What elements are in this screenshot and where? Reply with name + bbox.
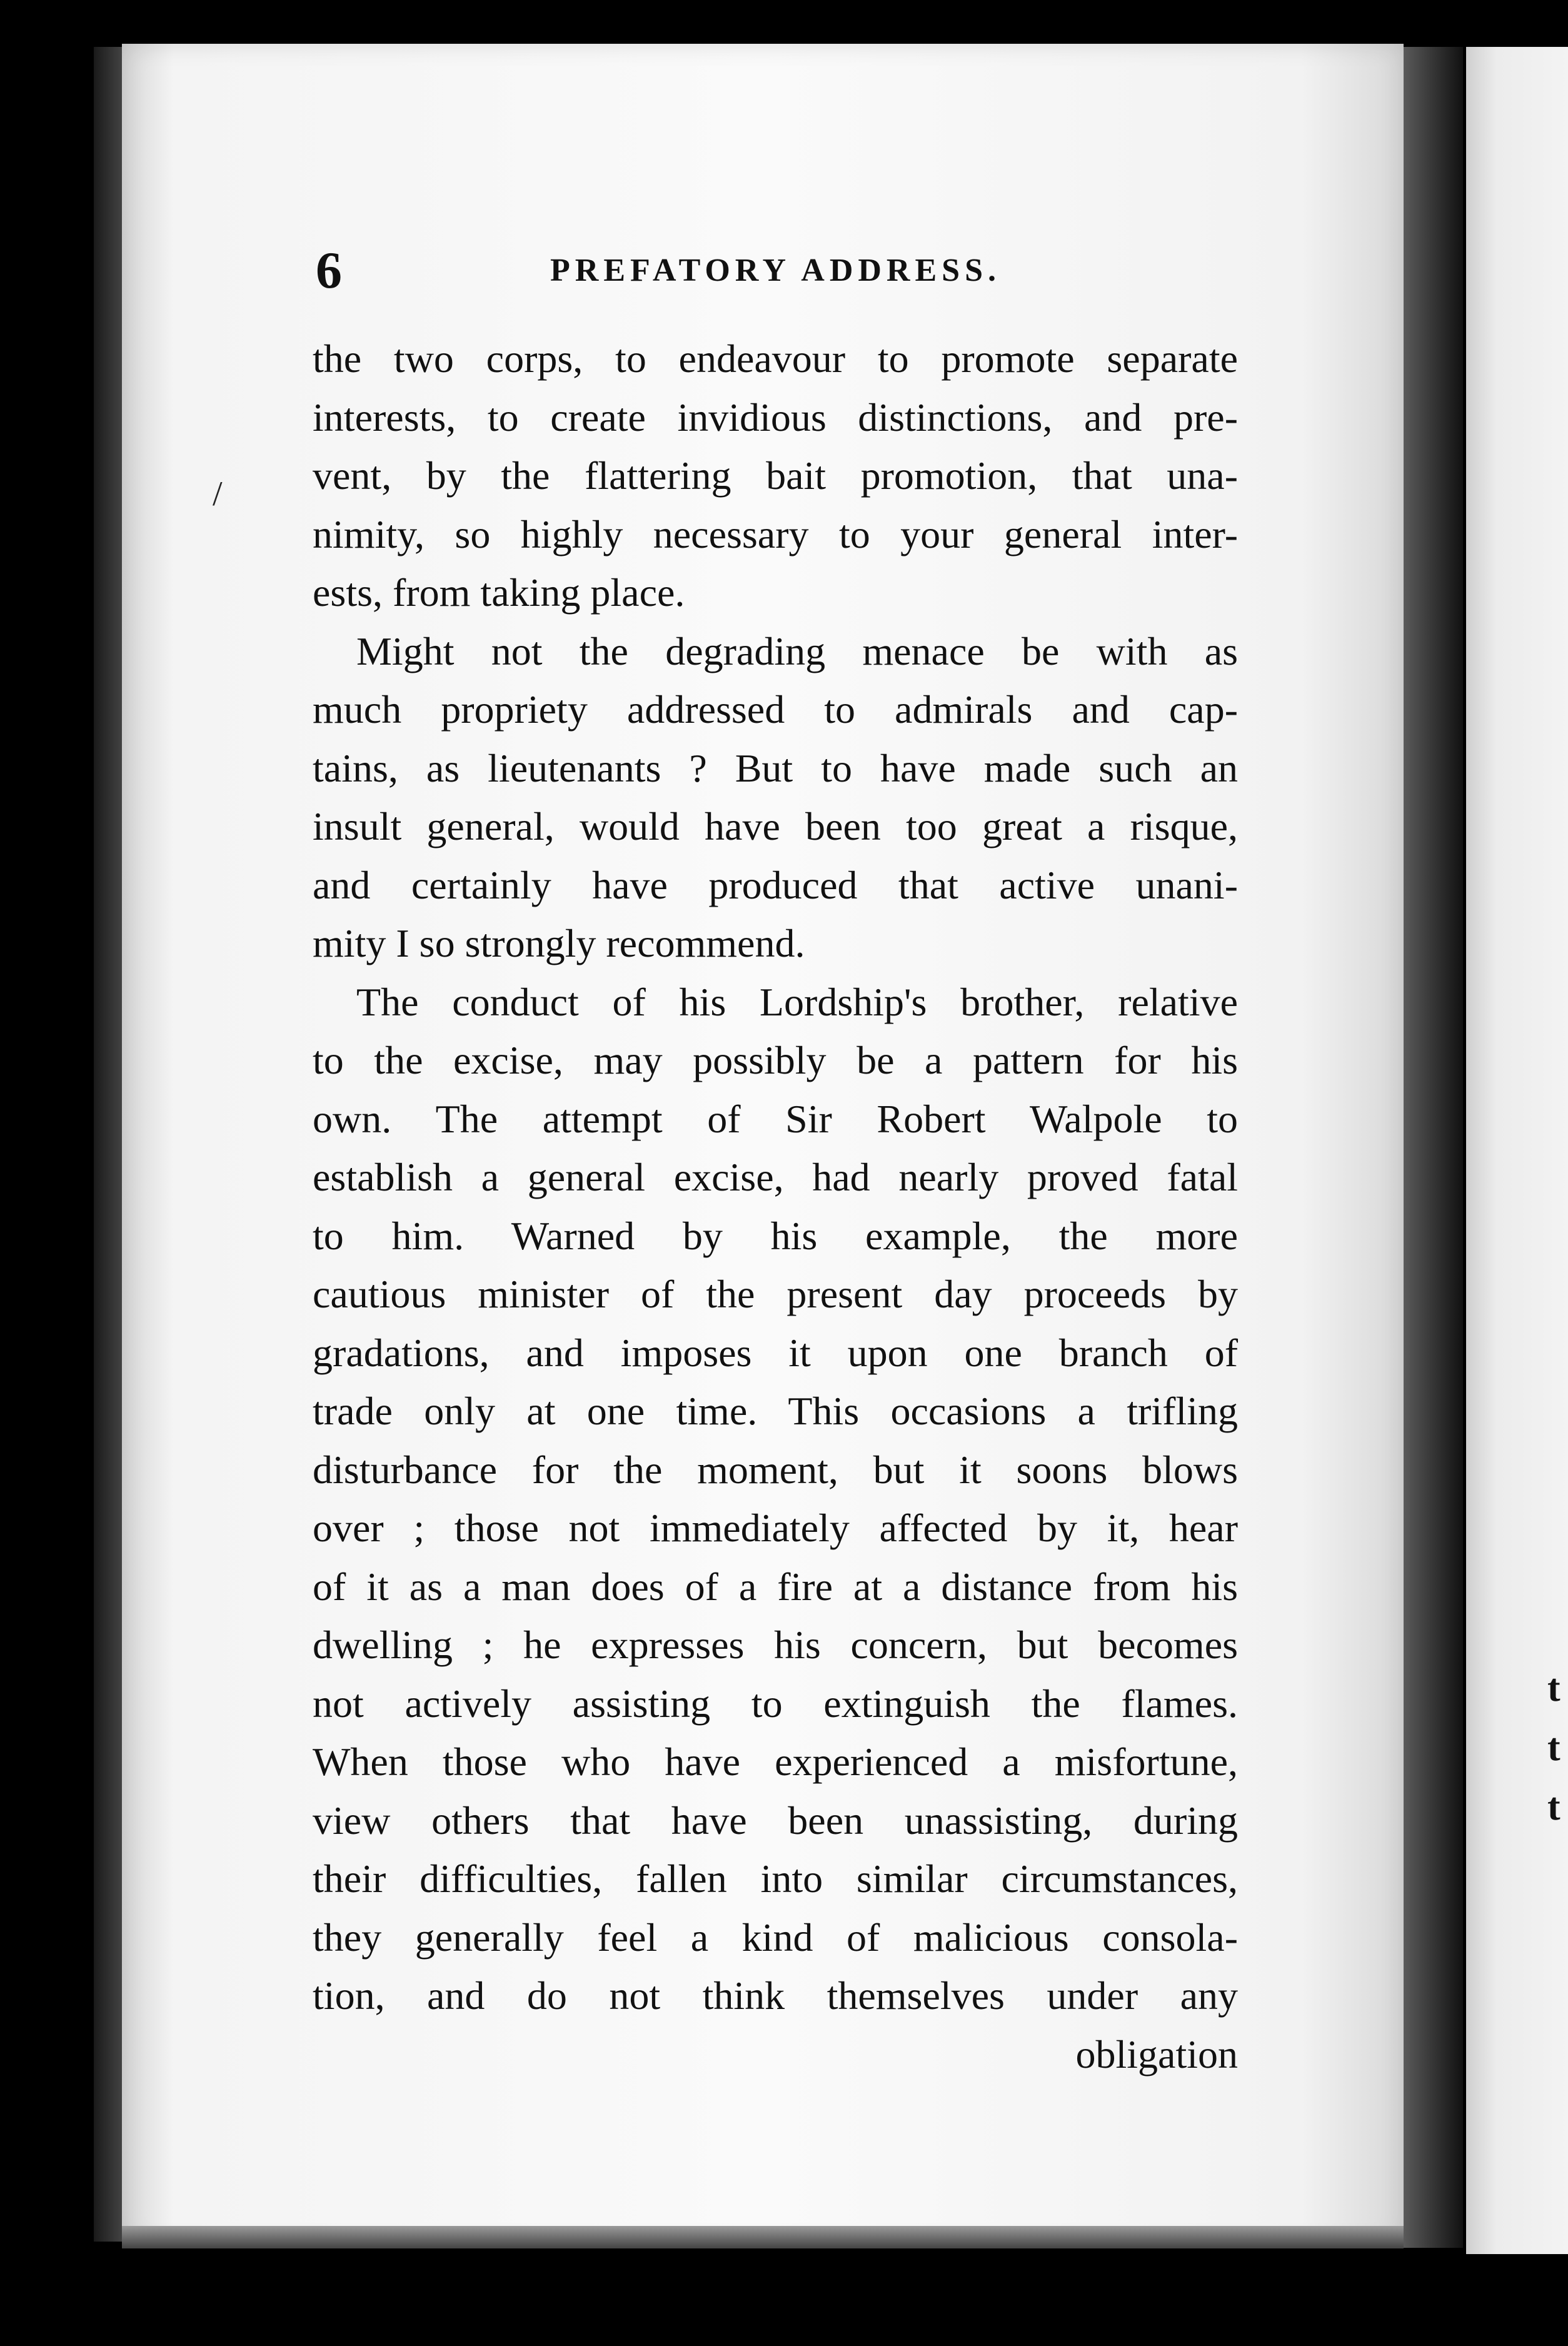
facing-page-letter: t (1547, 1726, 1560, 1769)
text-line: their difficulties, fallen into similar circumstances, (313, 1856, 1238, 1901)
text-line: disturbance for the moment, but it soons blows (313, 1447, 1238, 1492)
text-line: they generally feel a kind of malicious consola- (313, 1915, 1238, 1960)
text-line: The conduct of his Lordship's brother, relative (356, 979, 1238, 1024)
text-line: tains, as lieutenants ? But to have made such an (313, 745, 1238, 790)
text-line: own. The attempt of Sir Robert Walpole to (313, 1096, 1238, 1141)
text-line: not actively assisting to extinguish the flames. (313, 1681, 1238, 1726)
running-title: PREFATORY ADDRESS. (550, 253, 1002, 288)
paragraph (313, 330, 1238, 622)
text-line: much propriety addressed to admirals and cap- (313, 687, 1238, 732)
text-line: nimity, so highly necessary to your general inter- (313, 511, 1238, 556)
page-number: 6 (316, 241, 342, 300)
text-line: tion, and do not think themselves under any (313, 1973, 1238, 2018)
text-line: gradations, and imposes it upon one branch of (313, 1330, 1238, 1375)
margin-mark: / (213, 475, 223, 513)
book-gutter (1404, 47, 1463, 2248)
text-line: cautious minister of the present day proceeds by (313, 1272, 1238, 1316)
text-line: insult general, would have been too great a risque, (313, 804, 1238, 848)
paragraph (313, 973, 1238, 2025)
facing-page-edge (1466, 47, 1568, 2254)
text-line: of it as a man does of a fire at a distance from his (313, 1564, 1238, 1609)
body-text (313, 330, 1238, 2083)
text-line: to the excise, may possibly be a pattern for his (313, 1038, 1238, 1082)
paragraph (313, 622, 1238, 973)
text-line: establish a general excise, had nearly proved fatal (313, 1155, 1238, 1199)
text-line: view others that have been unassisting, during (313, 1798, 1238, 1843)
text-line: vent, by the flattering bait promotion, that una- (313, 453, 1238, 498)
text-line: over ; those not immediately affected by it, hear (313, 1506, 1238, 1550)
text-line: and certainly have produced that active unani- (313, 862, 1238, 907)
text-line: dwelling ; he expresses his concern, but becomes (313, 1623, 1238, 1667)
text-line: Might not the degrading menace be with as (356, 628, 1238, 673)
text-line: to him. Warned by his example, the more (313, 1213, 1238, 1258)
text-line: mity I so strongly recommend. (313, 921, 805, 965)
text-line: ests, from taking place. (313, 570, 685, 615)
text-line: When those who have experienced a misfortune, (313, 1739, 1238, 1784)
page-bottom-edge (122, 2226, 1404, 2248)
text-line: interests, to create invidious distinctions, and pre- (313, 395, 1238, 440)
text-line: trade only at one time. This occasions a trifling (313, 1389, 1238, 1433)
text-line: the two corps, to endeavour to promote separate (313, 336, 1238, 381)
facing-page-letter: t (1547, 1786, 1560, 1828)
catchword: obligation (1075, 2031, 1238, 2077)
running-head (316, 236, 1241, 305)
facing-page-letter: t (1547, 1667, 1560, 1709)
